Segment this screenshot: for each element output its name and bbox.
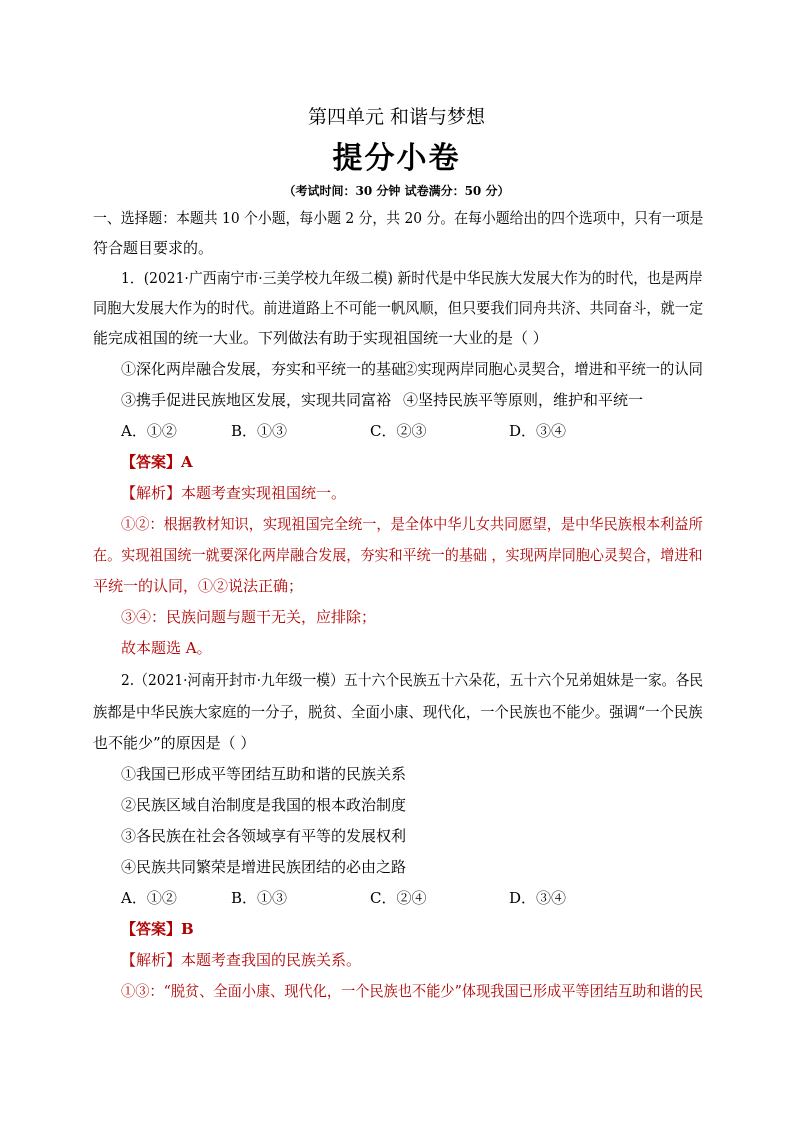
- q1-option-a: A．①②: [121, 422, 177, 440]
- q2-item-4: ④民族共同繁荣是增进民族团结的必由之路: [121, 858, 407, 876]
- q1-option-b: B．①③: [231, 422, 288, 440]
- exam-meta: （考试时间：30 分钟 试卷满分：50 分）: [283, 184, 510, 198]
- section-instruction-line1: 一、选择题：本题共 10 个小题，每小题 2 分，共 20 分。在每小题给出的四个选项中，只有一项是: [93, 209, 704, 227]
- q2-option-d: D．③④: [509, 889, 567, 907]
- q2-explanation-line1: ①③：“脱贫、全面小康、现代化，一个民族也不能少”体现我国已形成平等团结互助和谐的民: [121, 982, 704, 1000]
- q2-stem-line1: 2.（2021·河南开封市·九年级一模）五十六个民族五十六朵花，五十六个兄弟姐妹是一家。各民: [121, 671, 704, 689]
- q1-answer: 【答案】A: [121, 453, 193, 471]
- q1-explanation-line2: 在。实现祖国统一就要深化两岸融合发展，夯实和平统一的基础 ，实现两岸同胞心灵契合，增进和: [93, 546, 703, 564]
- q1-explanation-line4: ③④：民族问题与题干无关，应排除；: [121, 608, 377, 626]
- q2-item-3: ③各民族在社会各领域享有平等的发展权利: [121, 827, 407, 845]
- q1-explanation-line1: ①②：根据教材知识，实现祖国完全统一，是全体中华儿女共同愿望，是中华民族根本利益所: [121, 515, 703, 533]
- unit-title: 第四单元 和谐与梦想: [307, 106, 486, 128]
- q2-option-a: A．①②: [121, 889, 177, 907]
- q2-item-1: ①我国已形成平等团结互助和谐的民族关系: [121, 765, 407, 783]
- q2-option-b: B．①③: [231, 889, 288, 907]
- q1-item-3: ③携手促进民族地区发展，实现共同富裕: [121, 391, 392, 409]
- page-title: 提分小卷: [332, 141, 461, 176]
- q2-item-2: ②民族区域自治制度是我国的根本政治制度: [121, 796, 407, 814]
- q2-stem-line3: 也不能少”的原因是（ ）: [93, 734, 256, 752]
- q1-stem-line1: 1．(2021·广西南宁市·三美学校九年级二模) 新时代是中华民族大发展大作为的时代，也是两岸: [121, 269, 703, 287]
- section-instruction-line2: 符合题目要求的。: [93, 239, 214, 257]
- q1-item-2: ②实现两岸同胞心灵契合，增进和平统一的认同: [403, 360, 703, 378]
- q1-explanation-line3: 平统一的认同，①②说法正确；: [93, 577, 304, 595]
- q1-item-1: ①深化两岸融合发展，夯实和平统一的基础: [121, 360, 407, 378]
- q1-option-d: D．③④: [509, 422, 567, 440]
- q2-analysis: 【解析】本题考查我国的民族关系。: [121, 951, 362, 969]
- q1-stem-line3: 能完成祖国的统一大业。下列做法有助于实现祖国统一大业的是（ ）: [93, 329, 548, 347]
- q1-explanation-line5: 故本题选 A。: [121, 639, 212, 657]
- q2-stem-line2: 族都是中华民族大家庭的一分子，脱贫、全面小康、现代化，一个民族也不能少。强调“一个民族: [93, 703, 703, 721]
- q2-answer: 【答案】B: [121, 920, 194, 938]
- q1-item-4: ④坚持民族平等原则，维护和平统一: [403, 391, 644, 409]
- q1-stem-line2: 同胞大发展大作为的时代。前进道路上不可能一帆风顺，但只要我们同舟共济、共同奋斗，就一定: [93, 299, 704, 317]
- q1-option-c: C．②③: [370, 422, 427, 440]
- q1-analysis: 【解析】本题考查实现祖国统一。: [121, 484, 347, 502]
- q2-option-c: C．②④: [370, 889, 427, 907]
